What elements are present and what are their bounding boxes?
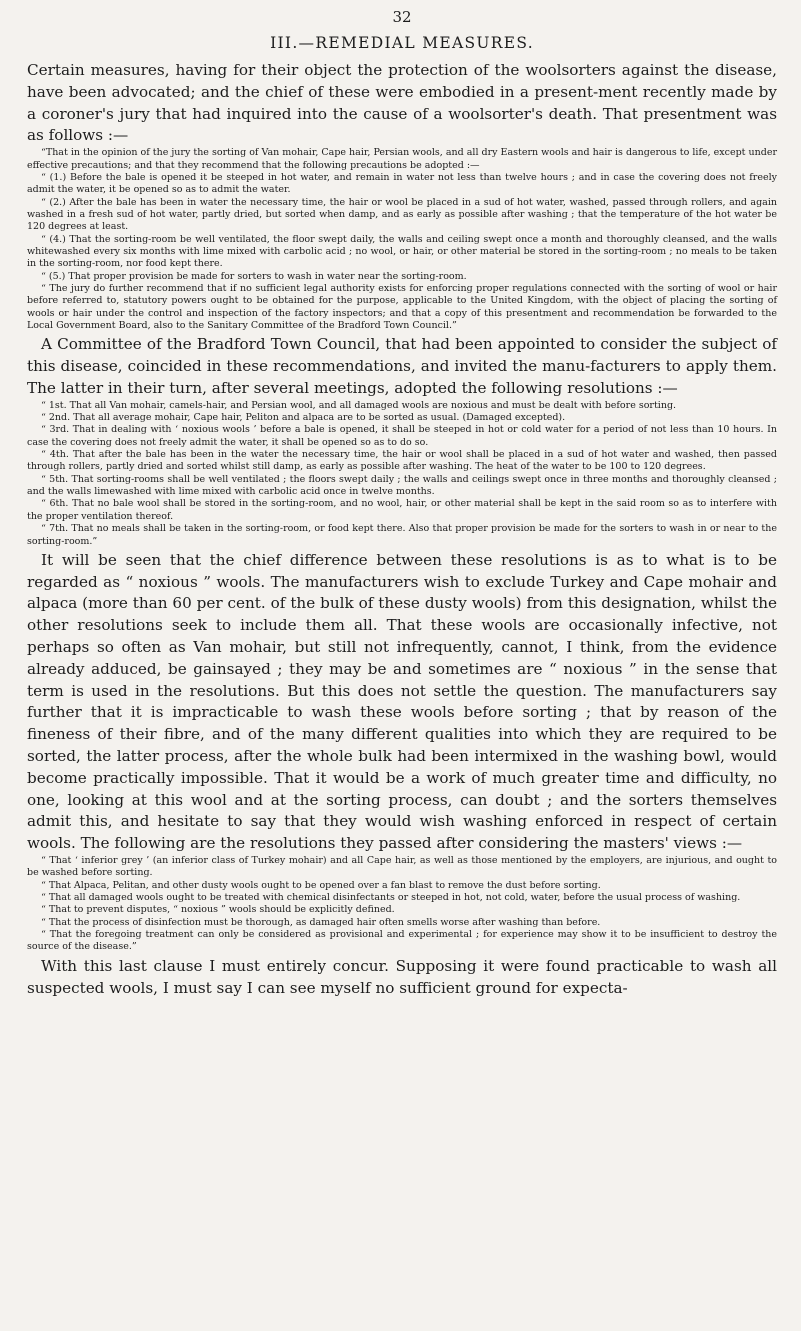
sorters-resolution-3: “ That all damaged wools ought to be treated with chemical disinfectants or steeped in hot, not cold, water, before the usual process of washing. xyxy=(41,892,741,904)
conclusion-paragraph: With this last clause I must entirely concur. Supposing it were found practicable to wash all suspected wools, I must say I can see myself no sufficient ground for expecta- xyxy=(27,956,777,997)
sorters-resolution-1: “ That ‘ inferior grey ’ (an inferior class of Turkey mohair) and all Cape hair, as well as those mentioned by the employers, are injurious, and ought to be washed before sorting. xyxy=(27,855,777,879)
jury-precaution-4: “ (4.) That the sorting-room be well ventilated, the floor swept daily, the walls and ceiling swept once a month and thoroughly cleansed, and the walls whitewashed every six months with lime mixed with carbolic acid ; no wool, or hair, or other material be stored in the sorting-room ; no meals to be taken in the sorting-room, nor food kept there. xyxy=(27,233,777,270)
resolution-6th: “ 6th. That no bale wool shall be stored in the sorting-room, and no wool, hair, or other material shall be kept in the said room so as to interfere with the proper ventilation thereof. xyxy=(27,498,777,522)
resolution-2nd: “ 2nd. That all average mohair, Cape hair, Peliton and alpaca are to be sorted as usual. (Damaged excepted). xyxy=(41,412,566,424)
sorters-resolution-2: “ That Alpaca, Pelitan, and other dusty wools ought to be opened over a fan blast to remove the dust before sorting. xyxy=(41,879,601,891)
resolution-3rd: “ 3rd. That in dealing with ‘ noxious wools ’ before a bale is opened, it shall be steeped in hot or cold water for a period of not less than 10 hours. In case the covering does not freely admit the water, it shall be opened so as to do so. xyxy=(27,424,777,448)
resolution-5th: “ 5th. That sorting-rooms shall be well ventilated ; the floors swept daily ; the walls and ceilings swept once in three months and thoroughly cleansed ; and the walls limewashed with lime mixed with carbolic acid once in twelve months. xyxy=(27,473,777,498)
sorters-resolution-6: “ That the foregoing treatment can only be considered as provisional and experimental ; for experience may show it to be insufficient to destroy the source of the disease.” xyxy=(27,929,777,953)
jury-precaution-1: “ (1.) Before the bale is opened it be steeped in hot water, and remain in water not less than twelve hours ; and in case the covering does not freely admit the water, it be opened so as to admit the water. xyxy=(27,171,777,196)
section-title: III.—REMEDIAL MEASURES. xyxy=(270,34,534,52)
resolution-4th: “ 4th. That after the bale has been in the water the necessary time, the hair or wool shall be placed in a sud of hot water and washed, then passed through rollers, partly dried and sorted whilst still damp, as early as possible after washing. The heat of the water to be 100 to 120 degrees. xyxy=(27,449,777,473)
jury-precaution-5: “ (5.) That proper provision be made for sorters to wash in water near the sorting-room. xyxy=(41,270,467,282)
intro-paragraph: Certain measures, having for their object the protection of the woolsorters against the disease, have been advocated; and the chief of these were embodied in a present-ment recently made by a coroner's jury that had inquired into the cause of a woolsorter's death. That presentment was as follows :— xyxy=(27,61,777,145)
page-number: 32 xyxy=(392,8,412,26)
difference-paragraph: It will be seen that the chief difference between these resolutions is as to what is to be regarded as “ noxious ” wools. The manufacturers wish to exclude Turkey and Cape mohair and alpaca (more than 60 per cent. of the bulk of these dusty wools) from this designation, whilst the other resolutions seek to include them all. That these wools are occasionally infective, not perhaps so often as Van mohair, but still not infrequently, cannot, I think, from the evidence already adduced, be gainsayed ; they may be and sometimes are “ noxious ” in the sense that term is used in the resolutions. But this does not settle the question. The manufacturers say further that it is impracticable to wash these wools before sorting ; that by reason of the fineness of their fibre, and of the many different qualities into which they are required to be sorted, the latter process, after the whole bulk had been intermixed in the washing bowl, would become practically impossible. That it would be a work of much greater time and difficulty, no one, looking at this wool and at the sorting process, can doubt ; and the sorters themselves admit this, and hesitate to say that they would wish washing enforced in respect of certain wools. The following are the resolutions they passed after considering the masters' views :— xyxy=(27,550,777,853)
sorters-resolution-4: “ That to prevent disputes, “ noxious ” wools should be explicitly defined. xyxy=(41,904,395,916)
resolution-7th: “ 7th. That no meals shall be taken in the sorting-room, or food kept there. Also that proper provision be made for the sorters to wash in or near to the sorting-room.” xyxy=(27,523,777,547)
sorters-resolution-5: “ That the process of disinfection must be thorough, as damaged hair often smells worse after washing than before. xyxy=(41,916,601,928)
jury-further-recommendation: “ The jury do further recommend that if no sufficient legal authority exists for enforcing proper regulations connected with the sorting of wool or hair before referred to, statutory powers ought to be obtained for the purpose, applicable to the United Kingdom, with the object of placing the sorting of wools or hair under the control and inspection of the factory inspectors; and that a copy of this presentment and recommendation be forwarded to the Local Government Board, also to the Sanitary Committee of the Bradford Town Council.” xyxy=(27,282,777,331)
jury-precaution-2: “ (2.) After the bale has been in water the necessary time, the hair or wool be placed in a sud of hot water, washed, passed through rollers, and again washed in a fresh sud of hot water, partly dried, but sorted when damp, and as early as possible after washing ; that the temperature of the hot water be 120 degrees at least. xyxy=(27,196,777,233)
jury-opinion: “That in the opinion of the jury the sorting of Van mohair, Cape hair, Persian wools, and all dry Eastern wools and hair is dangerous to life, except under effective precautions; and that they recommend that the following precautions be adopted :— xyxy=(27,147,777,171)
resolution-1st: “ 1st. That all Van mohair, camels-hair, and Persian wool, and all damaged wools are noxious and must be dealt with before sorting. xyxy=(41,399,677,411)
committee-paragraph: A Committee of the Bradford Town Council, that had been appointed to consider the subject of this disease, coincided in these recommendations, and invited the manu-facturers to apply them. The latter in their turn, after several meetings, adopted the following resolutions :— xyxy=(27,335,777,397)
